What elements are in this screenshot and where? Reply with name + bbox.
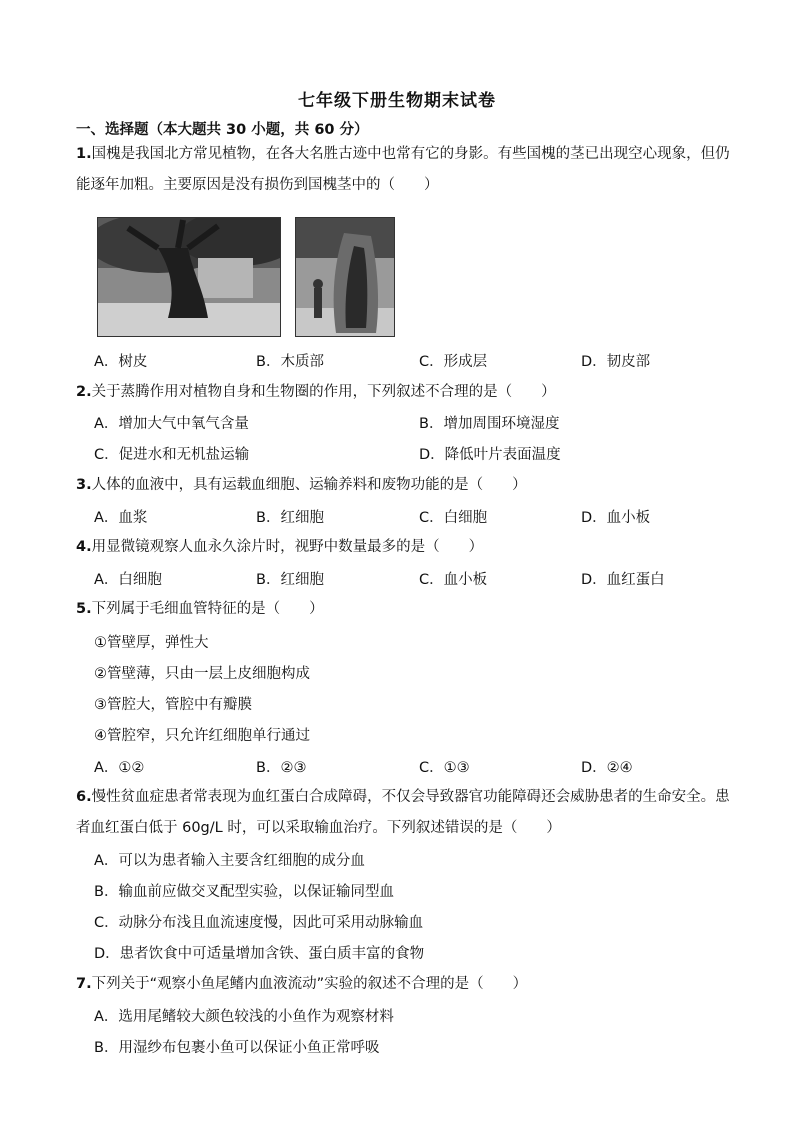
statement-item: ①管壁厚，弹性大	[94, 635, 209, 651]
question-text: 下列属于毛细血管特征的是（ ）	[91, 601, 324, 617]
option-d: D．血红蛋白	[581, 572, 665, 588]
question-number: 1.	[76, 146, 92, 162]
option-d: D．患者饮食中可适量增加含铁、蛋白质丰富的食物	[94, 946, 425, 962]
option-a: A．树皮	[94, 354, 148, 370]
question-text: 用显微镜观察人血永久涂片时，视野中数量最多的是（ ）	[91, 539, 484, 555]
question-4	[76, 532, 736, 563]
tree-photo-2	[295, 217, 395, 337]
question-3	[76, 470, 736, 501]
question-text: 能逐年加粗。主要原因是没有损伤到国槐茎中的（ ）	[76, 177, 439, 193]
option-b: B．红细胞	[256, 572, 324, 588]
question-5	[76, 594, 736, 625]
option-a: A．血浆	[94, 510, 148, 526]
option-d: D．血小板	[581, 510, 651, 526]
option-c: C．血小板	[419, 572, 488, 588]
question-number: 7.	[76, 976, 92, 992]
section-heading: 一、选择题（本大题共 30 小题，共 60 分）	[76, 122, 369, 138]
question-6	[76, 782, 746, 844]
option-c: C．形成层	[419, 354, 488, 370]
question-number: 6.	[76, 789, 92, 805]
option-c: C．动脉分布浅且血流速度慢，因此可采用动脉输血	[94, 915, 424, 931]
question-number: 2.	[76, 384, 92, 400]
question-text: 下列关于“观察小鱼尾鳍内血液流动”实验的叙述不合理的是（ ）	[91, 976, 528, 992]
question-text: 慢性贫血症患者常表现为血红蛋白合成障碍，不仅会导致器官功能障碍还会威胁患者的生命安全。患	[91, 789, 730, 805]
question-text: 关于蒸腾作用对植物自身和生物圈的作用，下列叙述不合理的是（ ）	[91, 384, 556, 400]
statement-item: ②管壁薄，只由一层上皮细胞构成	[94, 666, 310, 682]
question-text: 者血红蛋白低于 60g/L 时，可以采取输血治疗。下列叙述错误的是（ ）	[76, 820, 561, 836]
option-a: A．①②	[94, 760, 145, 776]
option-c: C．白细胞	[419, 510, 488, 526]
option-b: B．输血前应做交叉配型实验，以保证输同型血	[94, 884, 394, 900]
question-text: 国槐是我国北方常见植物，在各大名胜古迹中也常有它的身影。有些国槐的茎已出现空心现象，但仍	[91, 146, 730, 162]
option-b: B．红细胞	[256, 510, 324, 526]
statement-item: ④管腔窄，只允许红细胞单行通过	[94, 728, 310, 744]
option-b: B．增加周围环境湿度	[419, 416, 560, 432]
option-d: D．韧皮部	[581, 354, 651, 370]
option-a: A．增加大气中氧气含量	[94, 416, 249, 432]
page-title: 七年级下册生物期末试卷	[298, 91, 496, 111]
question-number: 4.	[76, 539, 92, 555]
option-a: A．选用尾鳍较大颜色较浅的小鱼作为观察材料	[94, 1009, 394, 1025]
option-d: D．降低叶片表面温度	[419, 447, 561, 463]
question-number: 3.	[76, 477, 92, 493]
option-c: C．促进水和无机盐运输	[94, 447, 250, 463]
option-a: A．可以为患者输入主要含红细胞的成分血	[94, 853, 365, 869]
option-b: B．用湿纱布包裹小鱼可以保证小鱼正常呼吸	[94, 1040, 380, 1056]
option-c: C．①③	[419, 760, 470, 776]
option-b: B．木质部	[256, 354, 324, 370]
question-1	[76, 139, 736, 201]
question-text: 人体的血液中，具有运载血细胞、运输养料和废物功能的是（ ）	[91, 477, 527, 493]
tree-photo-1	[97, 217, 281, 337]
question-7	[76, 969, 736, 1000]
option-a: A．白细胞	[94, 572, 162, 588]
statement-item: ③管腔大，管腔中有瓣膜	[94, 697, 252, 713]
question-number: 5.	[76, 601, 92, 617]
question-2	[76, 377, 736, 408]
option-b: B．②③	[256, 760, 307, 776]
option-d: D．②④	[581, 760, 633, 776]
